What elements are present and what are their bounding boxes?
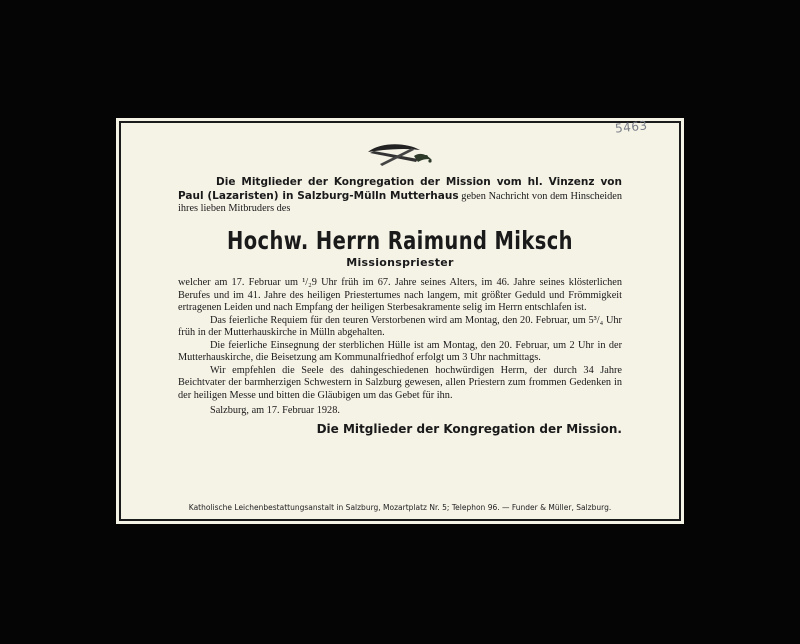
intro-paragraph — [178, 176, 622, 216]
paragraph-blessing: Die feierliche Einsegnung der sterblichen Hülle ist am Montag, den 20. Februar, um 2 Uhr in der Mutterhauskirche, die Beisetzung am Kommunalfriedhof erfolgt um 3 Uhr nachmittags. — [178, 339, 622, 363]
signature: Die Mitglieder der Kongregation der Mission. — [316, 421, 622, 436]
notice-text — [178, 176, 622, 435]
intro-rest: geben Nachricht von dem Hinscheiden ihres lieben Mitbruders des — [178, 190, 622, 214]
death-notice-card — [116, 118, 684, 524]
deceased-title: Missionspriester — [346, 255, 454, 269]
paragraph-death: welcher am 17. Februar um ¹/₂9 Uhr früh im 67. Jahre seines Alters, im 46. Jahre seines klösterlichen Berufes und im 41. Jahre des heiligen Priestertumes nach langem, mit größter Geduld und Frömmigkeit ertragenen Leiden und nach Empfang der heiligen Sterbesakramente selig im Herrn entschlafen ist. — [178, 277, 622, 313]
intro-bold: Die Mitglieder der Kongregation der Mission vom hl. Vinzenz von Paul (Lazaristen) in Salzburg-Mülln Mutterhaus — [178, 176, 622, 202]
palm-branch-emblem — [362, 140, 438, 170]
notice-date: Salzburg, am 17. Februar 1928. — [210, 405, 340, 416]
printer-footer: Katholische Leichenbestattungsanstalt in Salzburg, Mozartplatz Nr. 5; Telephon 96. — Funder & Müller, Salzburg. — [188, 503, 612, 512]
paragraph-requiem: Das feierliche Requiem für den teuren Verstorbenen wird am Montag, den 20. Februar, um 5³/₄ Uhr früh in der Mutterhauskirche in Mülln abgehalten. — [178, 314, 622, 338]
deceased-name: Hochw. Herrn Raimund Miksch — [227, 225, 573, 255]
archive-number: 5463 — [614, 118, 649, 136]
paragraph-prayer: Wir empfehlen die Seele des dahingeschiedenen hochwürdigen Herrn, der durch 34 Jahre Beichtvater der barmherzigen Schwestern in Salzburg gewesen, allen Priestern zum frommen Gedenken in der heiligen Messe und bitten die Gläubigen um das Gebet für ihn. — [178, 364, 622, 401]
